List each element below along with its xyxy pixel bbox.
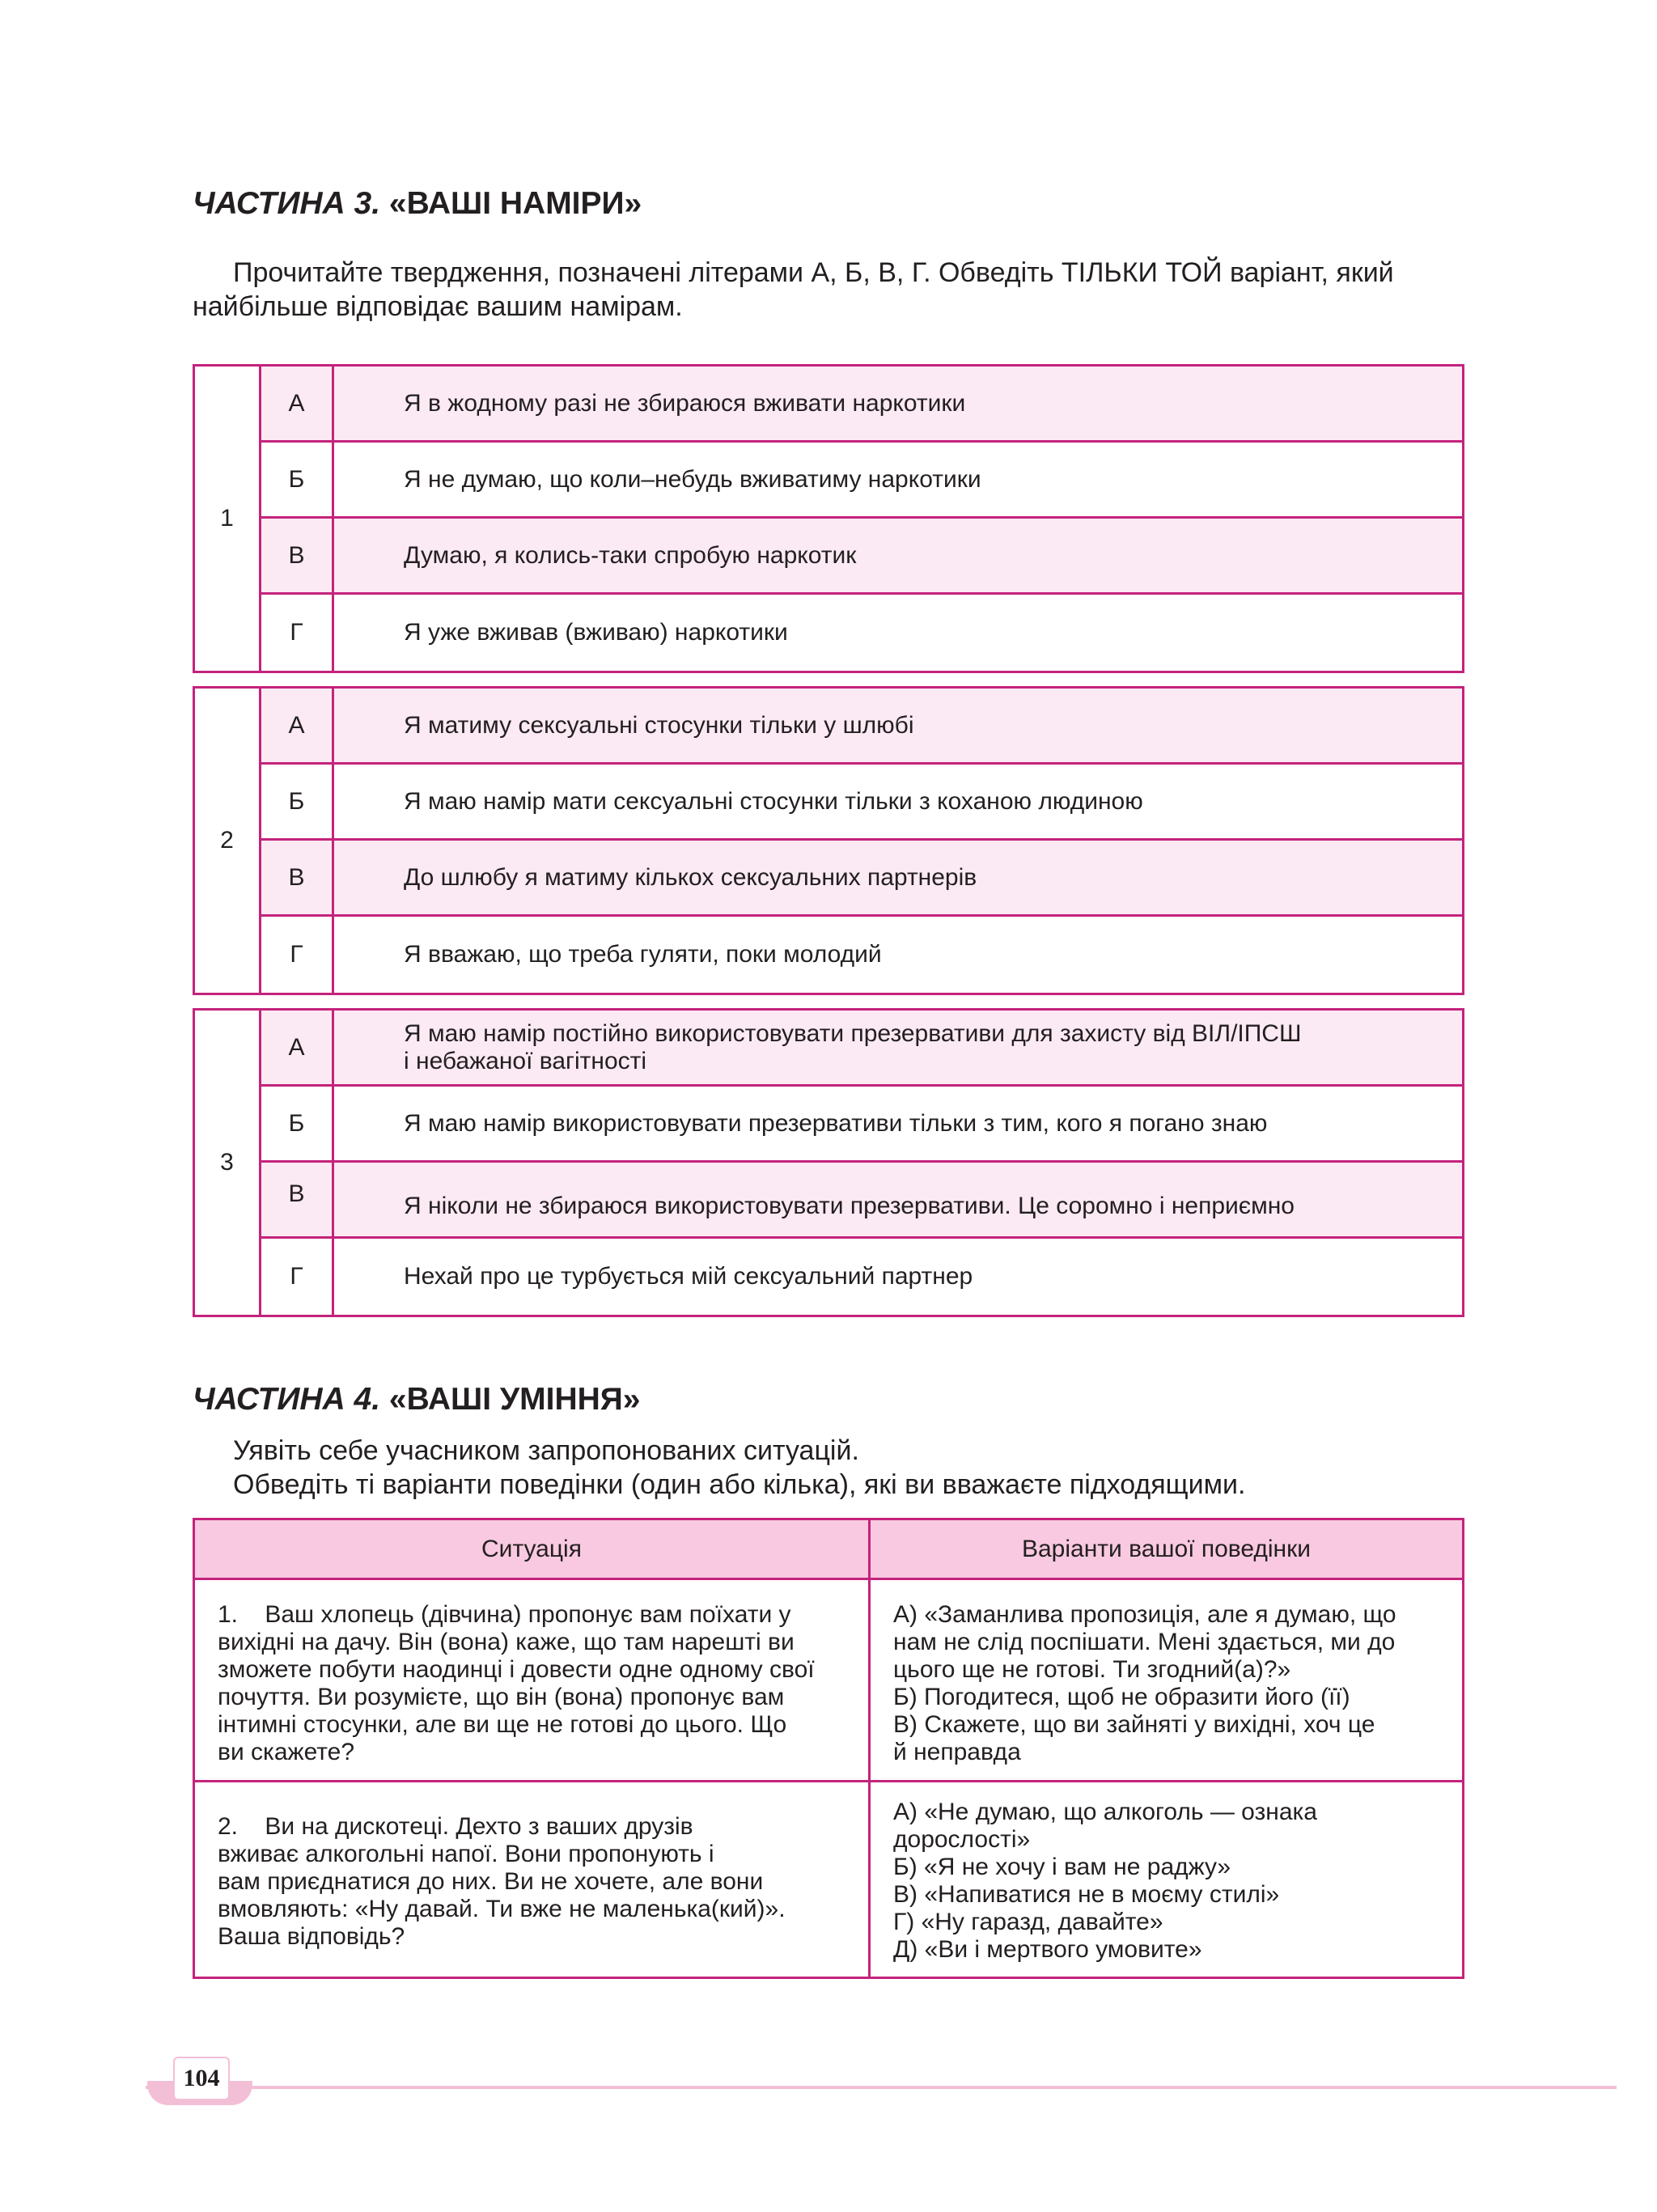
intentions-block-2 [193,686,1464,995]
part4-intro-line: Обведіть ті варіанти поведінки (один або кілька), які ви вважаєте підходящими. [233,1469,1246,1500]
situation-cell [195,1580,871,1782]
option-line[interactable]: Б) Погодитеся, щоб не образити його (її) [893,1684,1350,1710]
option-letter[interactable]: Б [261,1087,334,1163]
option-letter[interactable]: Г [261,595,334,671]
option-statement[interactable]: Я уже вживав (вживаю) наркотики [404,619,788,646]
option-line[interactable]: Г) «Ну гаразд, давайте» [893,1909,1163,1935]
options-cell [871,1782,1462,1977]
options-cell [871,1580,1462,1782]
option-statement[interactable]: Я маю намір мати сексуальні стосунки тільки з коханою людиною [334,765,1462,841]
part3-title: «ВАШІ НАМІРИ» [388,186,642,221]
option-line[interactable]: В) Скажете, що ви зайняті у вихідні, хоч це [893,1711,1375,1738]
part4-intro-line: Уявіть себе учасником запропонованих ситуацій. [233,1435,859,1466]
option-line[interactable]: й неправда [893,1739,1021,1765]
option-letter[interactable]: В [261,519,334,595]
text-line: вмовляють: «Ну давай. Ти вже не маленька(кий)». [218,1896,786,1922]
part4-intro [193,1434,1511,1502]
option-letter[interactable]: Б [261,443,334,519]
option-statement[interactable]: Я маю намір використовувати презервативи тільки з тим, кого я погано знаю [334,1087,1462,1163]
part3-intro [193,256,1471,324]
column-header-options: Варіанти вашої поведінки [871,1520,1462,1580]
text-line: інтимні стосунки, але ви ще не готові до цього. Що [218,1711,787,1738]
part4-label: ЧАСТИНА 4. [193,1382,381,1417]
part3-label: ЧАСТИНА 3. [193,186,381,221]
option-statement[interactable]: Нехай про це турбується мій сексуальний партнер [404,1263,973,1290]
option-statement-line: і небажаної вагітності [404,1047,647,1074]
option-letter[interactable]: Б [261,765,334,841]
page-number: 104 [173,2057,230,2100]
text-line: вживає алкогольні напої. Вони пропонують і [218,1841,714,1867]
option-letter[interactable]: В [261,1163,334,1239]
option-statement-line: Я маю намір постійно використовувати презервативи для захисту від ВІЛ/ІПСШ [404,1019,1302,1047]
option-line[interactable]: цього ще не готові. Ти згодний(а)?» [893,1656,1291,1683]
option-letter[interactable]: В [261,841,334,917]
option-statement[interactable] [334,1011,1462,1087]
text-line: зможете побути наодинці і довести одне одному свої [218,1656,815,1683]
text-line: 2. Ви на дискотеці. Дехто з ваших друзів [218,1813,693,1840]
option-statement[interactable]: Я ніколи не збираюся використовувати презервативи. Це соромно і неприємно [334,1163,1462,1239]
part4-title: «ВАШІ УМІННЯ» [388,1382,641,1417]
option-line[interactable]: нам не слід поспішати. Мені здається, ми до [893,1629,1396,1655]
column-header-situation: Ситуація [195,1520,871,1580]
option-line[interactable]: Д) «Ви і мертвого умовите» [893,1936,1202,1963]
part4-heading [193,1382,641,1417]
text-line: Ваша відповідь? [218,1923,405,1950]
text-line: почуття. Ви розумієте, що він (вона) пропонує вам [218,1684,785,1710]
option-statement[interactable]: Я в жодному разі не збираюся вживати наркотики [334,367,1462,443]
intentions-block-3 [193,1008,1464,1317]
option-line[interactable]: А) «Не думаю, що алкоголь — ознака [893,1799,1317,1825]
option-letter[interactable]: А [261,1011,334,1087]
option-statement[interactable]: Я матиму сексуальні стосунки тільки у шлюбі [334,689,1462,765]
option-line[interactable]: А) «Заманлива пропозиція, але я думаю, що [893,1601,1396,1628]
option-line[interactable]: Б) «Я не хочу і вам не раджу» [893,1854,1231,1880]
option-line[interactable]: В) «Напиватися не в моєму стилі» [893,1881,1280,1908]
intentions-block-1 [193,364,1464,673]
option-letter[interactable]: А [261,689,334,765]
block-number: 1 [195,367,261,671]
option-statement[interactable]: Я вважаю, що треба гуляти, поки молодий [404,941,882,968]
situation-cell [195,1782,871,1977]
option-letter[interactable]: Г [261,1239,334,1315]
text-line: ви скажете? [218,1739,355,1765]
option-statement[interactable]: Я не думаю, що коли–небудь вживатиму наркотики [334,443,1462,519]
part3-intro-text: Прочитайте твердження, позначені літерами А, Б, В, Г. Обведіть ТІЛЬКИ ТОЙ варіант, який найбільше відповідає вашим намірам. [193,257,1394,322]
option-line[interactable]: дорослості» [893,1826,1031,1853]
footer-rule [146,2086,1617,2089]
text-line: вам приєднатися до них. Ви не хочете, але вони [218,1868,764,1895]
text-line: вихідні на дачу. Він (вона) каже, що там нарешті ви [218,1629,795,1655]
skills-table [193,1518,1464,1979]
option-letter[interactable]: А [261,367,334,443]
option-statement[interactable]: До шлюбу я матиму кількох сексуальних партнерів [334,841,1462,917]
block-number: 2 [195,689,261,993]
option-statement[interactable]: Думаю, я колись-таки спробую наркотик [334,519,1462,595]
block-number: 3 [195,1011,261,1315]
part3-heading [193,186,642,222]
text-line: 1. Ваш хлопець (дівчина) пропонує вам поїхати у [218,1601,791,1628]
option-letter[interactable]: Г [261,917,334,993]
